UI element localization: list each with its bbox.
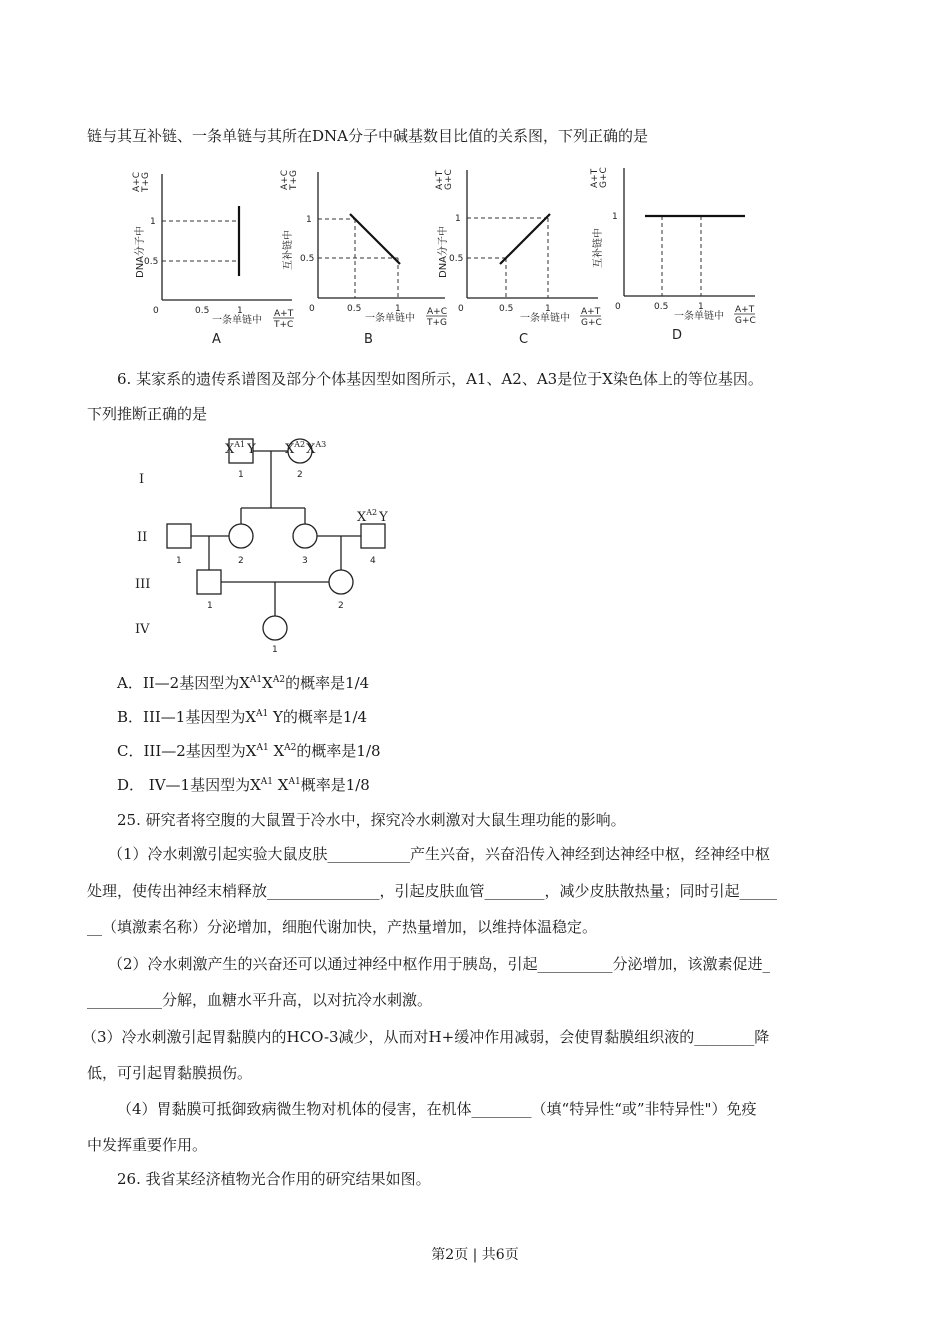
pedigree-iv1-female (263, 616, 287, 640)
graph-c (435, 169, 602, 347)
graph-a-x0: 0 (153, 306, 159, 316)
pedigree-chart (125, 433, 405, 653)
graph-c-ylabel: DNA分子中 (438, 225, 449, 278)
graph-d-xfrac-den: G+C (735, 316, 756, 326)
graph-d-x1: 1 (698, 302, 704, 312)
gen-i-label: I (139, 472, 145, 487)
graph-b-x0: 0 (309, 304, 315, 314)
gen-ii-label: II (137, 530, 148, 545)
graph-b-ylabel: 互补链中 (283, 230, 294, 270)
label-i2: 2 (297, 470, 303, 480)
graph-a-xlabel: 一条单链中 (212, 315, 262, 326)
graph-b-xfrac-den: T+G (427, 318, 448, 328)
option-c: C．III—2基因型为$X^{A1}$ $X^{A2}$的概率是1/8 (117, 742, 381, 760)
q6-line2: 下列推断正确的是 (87, 405, 208, 423)
graph-a-y1: 1 (150, 217, 156, 227)
graph-c-x1: 1 (545, 304, 551, 314)
graph-c-yfrac-den: G+C (444, 169, 454, 190)
pedigree-ii4-male (361, 524, 385, 548)
dna-ratio-graphs (0, 158, 950, 358)
option-a: A．II—2基因型为$X^{A1}X^{A2}$的概率是1/4 (117, 674, 370, 692)
graph-b-xlabel: 一条单链中 (365, 313, 415, 324)
label-i1: 1 (238, 470, 244, 480)
graph-b-y05: 0.5 (300, 254, 315, 264)
graph-d-xlabel: 一条单链中 (674, 311, 724, 322)
label-iii1: 1 (207, 601, 213, 611)
graph-d-x05: 0.5 (654, 302, 669, 312)
graph-c-yfrac-num: A+T (435, 170, 445, 190)
graph-a-letter: A (212, 332, 221, 347)
genotype-i1: $X^{A1}$ Y (225, 440, 256, 457)
pedigree-iii1-male (197, 570, 221, 594)
label-ii1: 1 (176, 556, 182, 566)
genotype-i2: $X^{A2}X^{A3}$ (285, 440, 327, 457)
graph-b-letter: B (364, 332, 373, 347)
graph-c-letter: C (519, 332, 529, 347)
label-ii2: 2 (238, 556, 244, 566)
graph-c-xfrac-den: G+C (581, 318, 602, 328)
graph-c-xlabel: 一条单链中 (520, 313, 570, 324)
graph-b-x05: 0.5 (347, 304, 362, 314)
graph-d-yfrac-den: G+C (599, 167, 609, 188)
q25-p3-line2: 低，可引起胃黏膜损伤。 (87, 1064, 253, 1082)
option-b: B．III—1基因型为$X^{A1}$ Y的概率是1/4 (117, 708, 368, 726)
q25-p2-line2: __________分解，血糖水平升高，以对抗冷水刺激。 (87, 991, 433, 1009)
graph-d-ylabel: 互补链中 (593, 228, 604, 268)
graph-b-xfrac-num: A+C (427, 307, 447, 317)
graph-c-y1: 1 (455, 214, 461, 224)
graph-c-xfrac-num: A+T (581, 307, 601, 317)
graph-a-yfrac-den: T+G (141, 171, 151, 192)
label-iv1: 1 (272, 645, 278, 653)
q25-p3-line1: （3）冷水刺激引起胃黏膜内的HCO-3减少，从而对H+缓冲作用减弱，会使胃黏膜组织液的________降 (82, 1028, 770, 1046)
pedigree-iii2-female (329, 570, 353, 594)
intro-line: 链与其互补链、一条单链与其所在DNA分子中碱基数目比值的关系图，下列正确的是 (87, 127, 648, 145)
gen-iii-label: III (135, 577, 151, 592)
pedigree-ii3-female (293, 524, 317, 548)
graph-c-line (500, 214, 550, 264)
graph-d-letter: D (672, 328, 683, 343)
graph-d-yfrac-num: A+T (590, 168, 600, 188)
pedigree-ii2-female (229, 524, 253, 548)
graph-c-x0: 0 (458, 304, 464, 314)
graph-c-x05: 0.5 (499, 304, 514, 314)
gen-iv-label: IV (135, 622, 150, 637)
page-footer: 第2页 | 共6页 (431, 1247, 519, 1263)
graph-a-xfrac-den: T+C (274, 320, 294, 330)
genotype-ii4: $X^{A2}$ Y (357, 508, 388, 525)
label-ii4: 4 (370, 556, 376, 566)
graph-a-x1: 1 (237, 306, 243, 316)
graph-b (280, 170, 447, 347)
graph-a-x05: 0.5 (195, 306, 210, 316)
graph-d-xfrac-num: A+T (735, 305, 755, 315)
graph-b-yfrac-den: T+G (289, 169, 299, 190)
graph-d-y1: 1 (612, 212, 618, 222)
label-iii2: 2 (338, 601, 344, 611)
graph-a (132, 172, 294, 347)
graph-d (590, 167, 756, 343)
graph-b-x1: 1 (395, 304, 401, 314)
graph-d-x0: 0 (615, 302, 621, 312)
graph-a-y05: 0.5 (144, 257, 159, 267)
q25-p2-line1: （2）冷水刺激产生的兴奋还可以通过神经中枢作用于胰岛，引起__________分泌增加，该激素促进_ (108, 955, 771, 973)
q25-p1-line3: __（填激素名称）分泌增加，细胞代谢加快，产热量增加，以维持体温稳定。 (87, 918, 598, 936)
q25-p4-line2: 中发挥重要作用。 (87, 1136, 208, 1154)
graph-b-yfrac-num: A+C (280, 170, 290, 190)
graph-b-line (350, 214, 400, 264)
graph-a-ylabel: DNA分子中 (135, 225, 146, 278)
label-ii3: 3 (302, 556, 308, 566)
graph-b-y1: 1 (306, 215, 312, 225)
q25-p4-line1: （4）胃黏膜可抵御致病微生物对机体的侵害，在机体________（填“特异性“或”非特异性"）免疫 (117, 1100, 757, 1118)
q6-line1: 6. 某家系的遗传系谱图及部分个体基因型如图所示，A1、A2、A3是位于X染色体上的等位基因。 (117, 370, 763, 388)
graph-c-y05: 0.5 (449, 254, 464, 264)
q26-intro: 26. 我省某经济植物光合作用的研究结果如图。 (117, 1170, 431, 1188)
q25-p1-line2: 处理，使传出神经末梢释放_______________，引起皮肤血管________，减少皮肤散热量；同时引起_____ (87, 882, 778, 900)
q25-p1-line1: （1）冷水刺激引起实验大鼠皮肤___________产生兴奋，兴奋沿传入神经到达神经中枢，经神经中枢 (108, 845, 771, 863)
q25-intro: 25. 研究者将空腹的大鼠置于冷水中，探究冷水刺激对大鼠生理功能的影响。 (117, 811, 626, 829)
pedigree-ii1-male (167, 524, 191, 548)
graph-a-yfrac-num: A+C (132, 172, 142, 192)
option-d: D． IV—1基因型为$X^{A1}$ $X^{A1}$概率是1/8 (117, 776, 370, 794)
graph-a-xfrac-num: A+T (274, 309, 294, 319)
